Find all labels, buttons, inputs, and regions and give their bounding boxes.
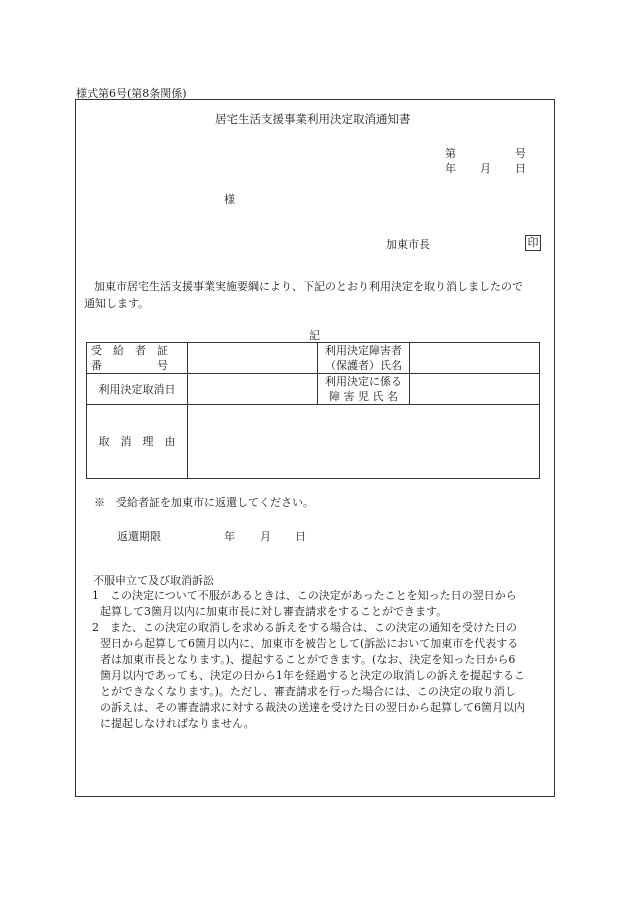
appeal-item-2-line-4: 箇月以内であっても、決定の日から1年を経過すると決定の取消しの訴えを提起するこ — [100, 669, 525, 682]
guardian-name-value — [410, 343, 540, 374]
document-title: 居宅生活支援事業利用決定取消通知書 — [215, 112, 411, 126]
number-dai: 第 — [445, 147, 456, 160]
appeal-item-2-line-7: に提起しなければなりません。 — [100, 717, 255, 730]
return-deadline-month: 月 — [260, 530, 271, 543]
body-text-line-2: 通知します。 — [84, 297, 150, 310]
child-name-label: 利用決定に係る 障 害 児 氏 名 — [318, 374, 410, 405]
return-note: ※ 受給者証を加東市に返還してください。 — [94, 496, 314, 509]
addressee-sama: 様 — [224, 193, 235, 206]
cancel-date-label: 利用決定取消日 — [87, 374, 188, 405]
appeal-item-1-line-2: 起算して3箇月以内に加東市長に対し審査請求をすることができます。 — [100, 605, 448, 618]
child-name-value — [410, 374, 540, 405]
guardian-name-label: 利用決定障害者 （保護者）氏名 — [318, 343, 410, 374]
appeal-heading: 不服申立て及び取消訴訟 — [93, 574, 214, 587]
body-text-line-1: 加東市居宅生活支援事業実施要綱により、下記のとおり利用決定を取り消しましたので — [94, 280, 523, 293]
date-month: 月 — [480, 162, 491, 175]
number-go: 号 — [515, 147, 526, 160]
recipient-id-value — [188, 343, 318, 374]
seal-mark: 印 — [525, 235, 541, 251]
date-year: 年 — [445, 162, 456, 175]
appeal-item-2-line-1: 2 また、この決定の取消しを求める訴えをする場合は、この決定の通知を受けた日の — [92, 621, 517, 634]
cancel-reason-label: 取 消 理 由 — [87, 405, 188, 479]
return-deadline-label: 返還期限 — [117, 530, 161, 543]
cancel-reason-value — [188, 405, 540, 479]
return-deadline-day: 日 — [295, 530, 306, 543]
date-day: 日 — [515, 162, 526, 175]
recipient-id-label: 受 給 者 証 番 号 — [87, 343, 188, 374]
ki-heading: 記 — [309, 329, 320, 342]
appeal-item-2-line-2: 翌日から起算して6箇月以内に、加東市を被告として(訴訟において加東市を代表する — [100, 637, 519, 650]
appeal-item-2-line-5: とができなくなります。)。ただし、審査請求を行った場合には、この決定の取り消し — [100, 685, 516, 698]
cancel-date-value — [188, 374, 318, 405]
appeal-item-2-line-3: 者は加東市長となります。)、提起することができます。(なお、決定を知った日から6 — [100, 653, 516, 666]
record-table — [86, 342, 540, 479]
appeal-item-2-line-6: の訴えは、その審査請求に対する裁決の送達を受けた日の翌日から起算して6箇月以内 — [100, 701, 525, 714]
form-number-label: 様式第6号(第8条関係) — [76, 87, 187, 100]
issuer-name: 加東市長 — [386, 238, 430, 251]
appeal-item-1-line-1: 1 この決定について不服があるときは、この決定があったことを知った日の翌日から — [92, 589, 517, 602]
return-deadline-year: 年 — [224, 530, 235, 543]
